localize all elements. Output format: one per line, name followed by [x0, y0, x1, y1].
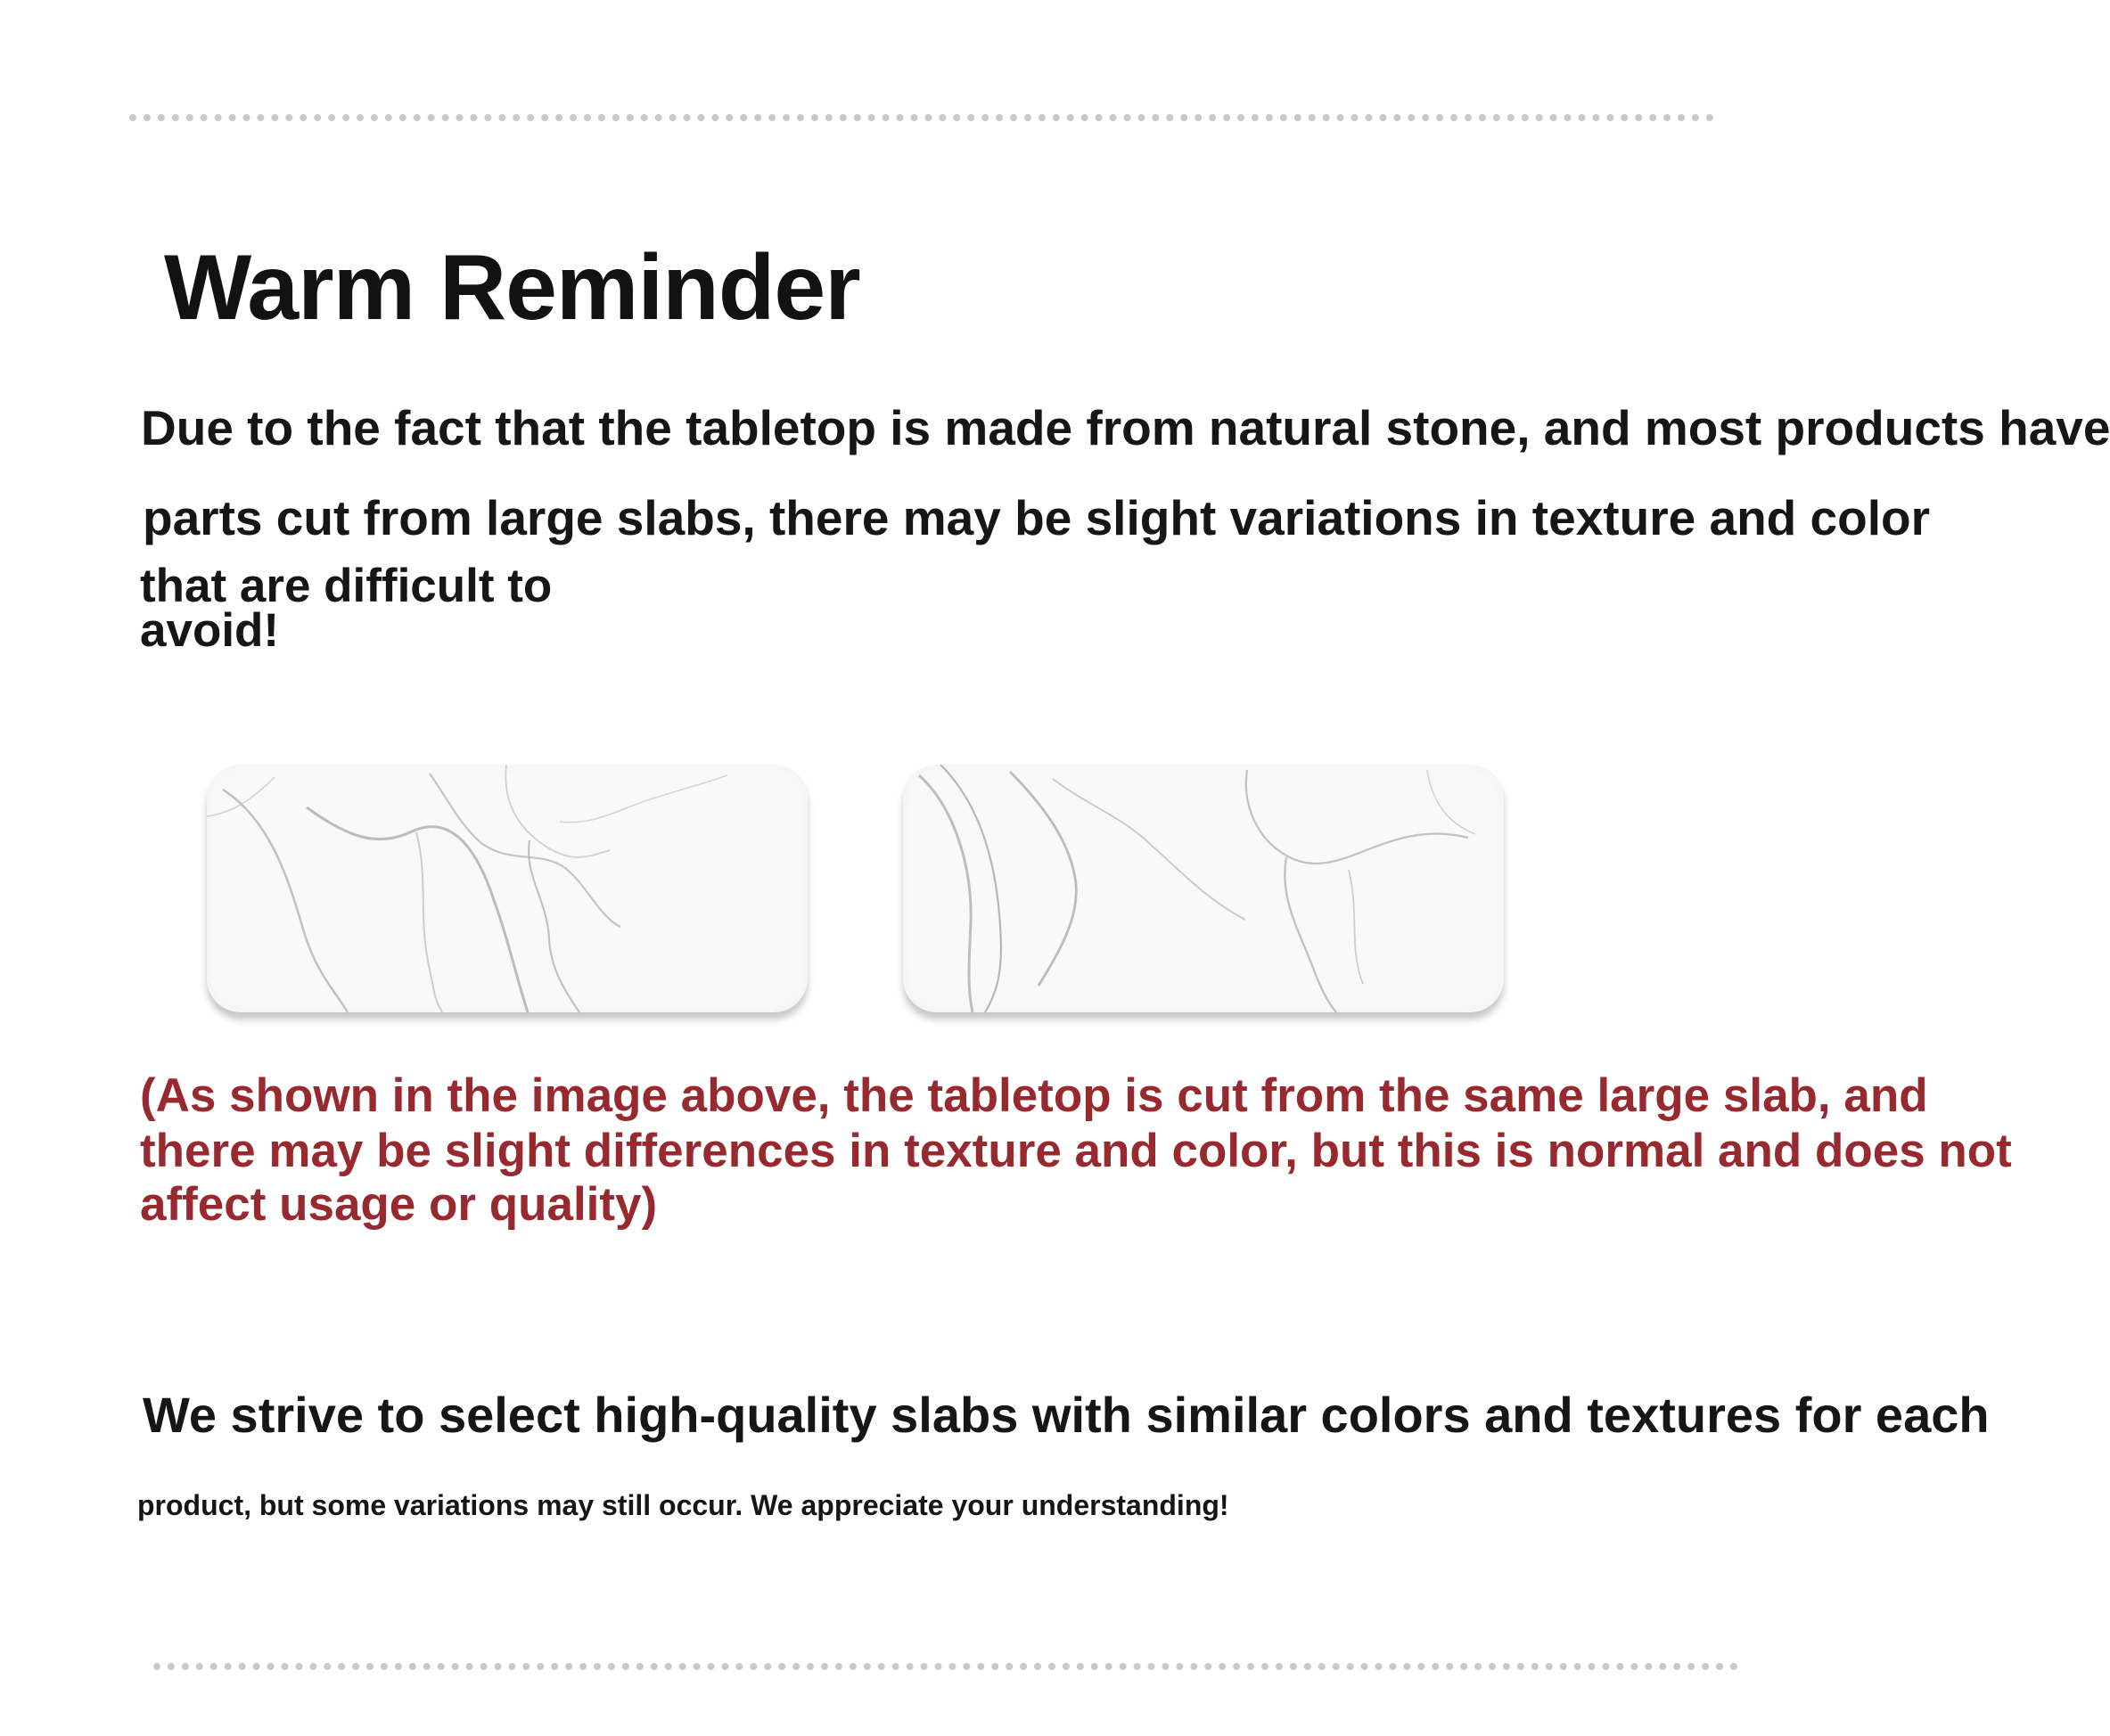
marble-vein-pattern-right: [903, 765, 1504, 1012]
intro-line-2: parts cut from large slabs, there may be slight variations in texture and color: [143, 490, 1931, 545]
caption-line-2: there may be slight differences in texture and color, but this is normal and does not: [140, 1125, 2012, 1177]
caption-line-3: affect usage or quality): [140, 1178, 658, 1231]
intro-line-1: Due to the fact that the tabletop is made from natural stone, and most products have: [141, 400, 2110, 455]
intro-line-3: that are difficult to: [140, 560, 553, 612]
closing-line-1: We strive to select high-quality slabs with similar colors and textures for each: [143, 1387, 1990, 1443]
closing-line-2: product, but some variations may still occur. We appreciate your understanding!: [137, 1489, 1229, 1521]
caption-line-1: (As shown in the image above, the tabletop is cut from the same large slab, and: [140, 1069, 1928, 1122]
marble-slab-image-right: [903, 765, 1504, 1012]
bottom-dotted-divider: [153, 1663, 1738, 1670]
intro-line-4: avoid!: [140, 604, 280, 657]
marble-vein-pattern-left: [207, 765, 808, 1012]
page-title: Warm Reminder: [164, 236, 860, 340]
top-dotted-divider: [129, 114, 1714, 121]
marble-slab-image-left: [207, 765, 808, 1012]
